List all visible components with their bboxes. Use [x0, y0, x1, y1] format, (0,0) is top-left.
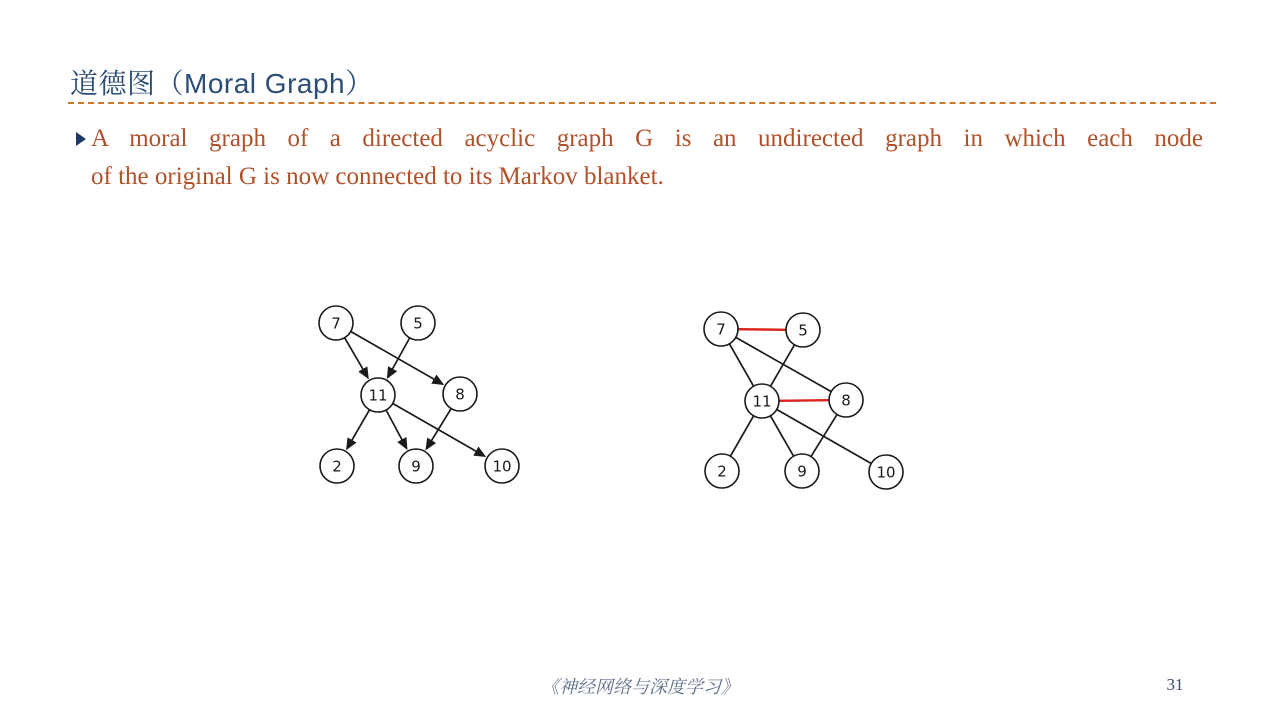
- moral-graph: [704, 312, 903, 489]
- graph-node-label-11: 11: [368, 386, 388, 405]
- graph-edge-7-11: [729, 343, 754, 387]
- graph-node-label-8: 8: [841, 391, 851, 410]
- bullet-text-line-1: A moral graph of a directed acyclic graph G is an undirected graph in which each node: [91, 125, 1203, 152]
- graph-edge-8-9: [810, 414, 837, 458]
- graph-node-label-9: 9: [411, 457, 421, 476]
- graph-edge-7-8: [350, 331, 443, 384]
- graph-edge-5-11: [388, 337, 411, 378]
- graph-edge-11-8: [778, 400, 830, 401]
- page-number: 31: [1166, 675, 1184, 694]
- page-title: 道德图（Moral Graph）: [70, 68, 374, 99]
- graph-node-label-7: 7: [331, 314, 341, 333]
- graph-node-label-5: 5: [798, 321, 808, 340]
- graph-edge-11-2: [730, 415, 754, 457]
- graph-edge-7-5: [737, 329, 787, 330]
- graph-edge-5-11: [770, 344, 795, 387]
- graph-node-label-10: 10: [492, 457, 512, 476]
- graph-node-label-5: 5: [413, 314, 423, 333]
- dag-graph: [319, 306, 519, 483]
- graph-node-label-2: 2: [332, 457, 342, 476]
- title-divider-dashed: [68, 102, 1216, 104]
- graph-edge-11-2: [347, 409, 370, 449]
- graph-node-label-10: 10: [876, 463, 896, 482]
- graph-edge-7-8: [735, 337, 832, 392]
- graph-edge-8-9: [426, 408, 451, 449]
- graph-node-label-11: 11: [752, 392, 772, 411]
- graph-node-label-2: 2: [717, 462, 727, 481]
- graph-edge-11-9: [386, 409, 407, 448]
- graph-node-label-7: 7: [716, 320, 726, 339]
- graph-edge-11-9: [770, 415, 794, 457]
- graphs-canvas: [290, 285, 930, 505]
- graph-edge-7-11: [344, 337, 368, 378]
- graph-node-label-9: 9: [797, 462, 807, 481]
- graph-node-label-8: 8: [455, 385, 465, 404]
- footer-course-title: 《神经网络与深度学习》: [541, 677, 739, 697]
- bullet-item: [76, 120, 1203, 196]
- bullet-text: [91, 120, 1203, 196]
- bullet-triangle-icon: [76, 132, 86, 146]
- bullet-text-line-2: of the original G is now connected to its Markov blanket.: [91, 163, 664, 190]
